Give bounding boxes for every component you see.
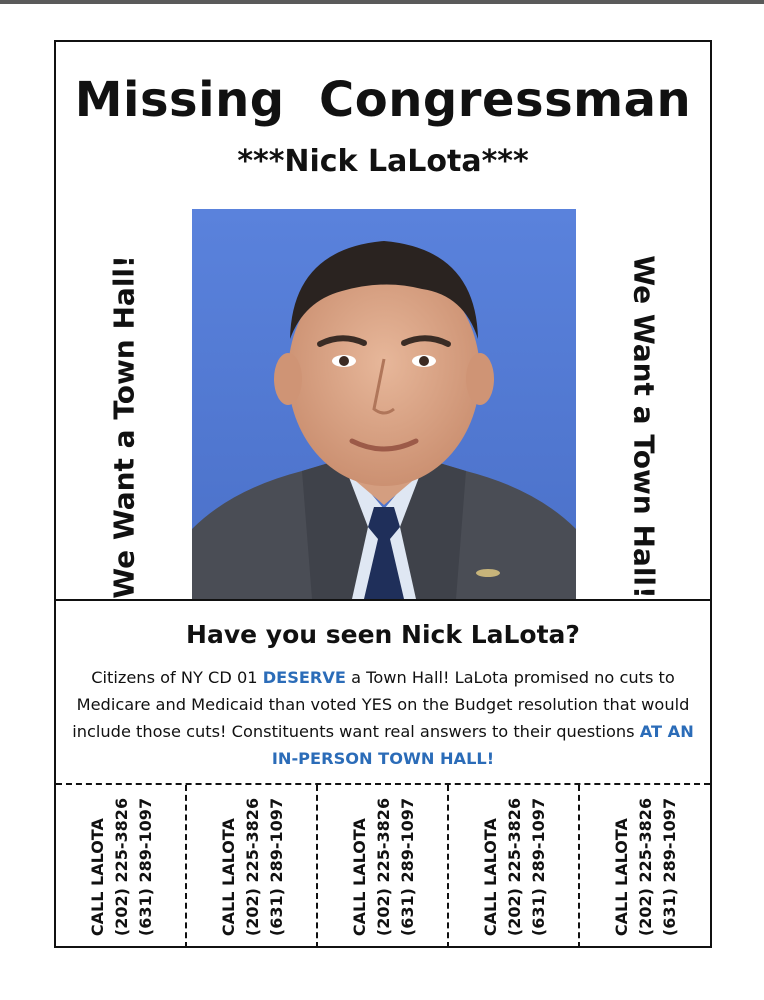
poster-name: ***Nick LaLota*** [237,144,529,179]
tear-off-tabs [56,785,710,948]
tab-phone-dc: (202) 225-3826 [504,797,524,936]
congressman-photo [192,209,576,599]
tab-text [86,797,158,935]
tear-off-tab[interactable] [56,785,187,948]
tab-phone-dc: (202) 225-3826 [242,797,262,936]
tab-call-label: CALL LALOTA [480,817,500,936]
tab-phone-local: (631) 289-1097 [659,797,679,936]
tab-phone-local: (631) 289-1097 [135,797,155,936]
poster-body-text [64,664,702,772]
tear-off-tab[interactable] [449,785,580,948]
tab-call-label: CALL LALOTA [87,817,107,936]
tab-call-label: CALL LALOTA [218,817,238,936]
tab-phone-dc: (202) 225-3826 [373,797,393,936]
side-slogan-right [604,227,684,627]
tab-text [479,797,551,935]
tab-text [217,797,289,935]
tab-text [348,797,420,935]
body-emphasis-deserve: DESERVE [262,668,346,687]
tab-phone-dc: (202) 225-3826 [635,797,655,936]
tear-off-tab[interactable] [187,785,318,948]
tab-call-label: CALL LALOTA [611,817,631,936]
tab-text [610,797,682,935]
tear-off-tab[interactable] [580,785,711,948]
body-text-1: Citizens of NY CD 01 [91,668,263,687]
tab-phone-local: (631) 289-1097 [266,797,286,936]
side-slogan-right-text: We Want a Town Hall! [627,255,661,599]
side-slogan-left-text: We Want a Town Hall! [107,255,141,599]
tear-off-tab[interactable] [318,785,449,948]
portrait-illustration [192,209,576,599]
body-text-2: a Town Hall! LaLota promised no cuts to Medicare and Medicaid than voted YES on the Budget resolution that would include those cuts! Constituents want real answers to their questions [72,668,690,741]
poster-title: Missing Congressman [74,72,692,128]
missing-poster [54,40,712,948]
tab-call-label: CALL LALOTA [349,817,369,936]
body-emphasis-town-hall: AT AN IN-PERSON TOWN HALL! [271,722,694,768]
side-slogan-left [84,227,164,627]
top-border-line [0,0,764,4]
section-divider [56,599,710,601]
question-heading: Have you seen Nick LaLota? [186,620,580,649]
tab-phone-dc: (202) 225-3826 [111,797,131,936]
tab-phone-local: (631) 289-1097 [397,797,417,936]
tab-phone-local: (631) 289-1097 [528,797,548,936]
